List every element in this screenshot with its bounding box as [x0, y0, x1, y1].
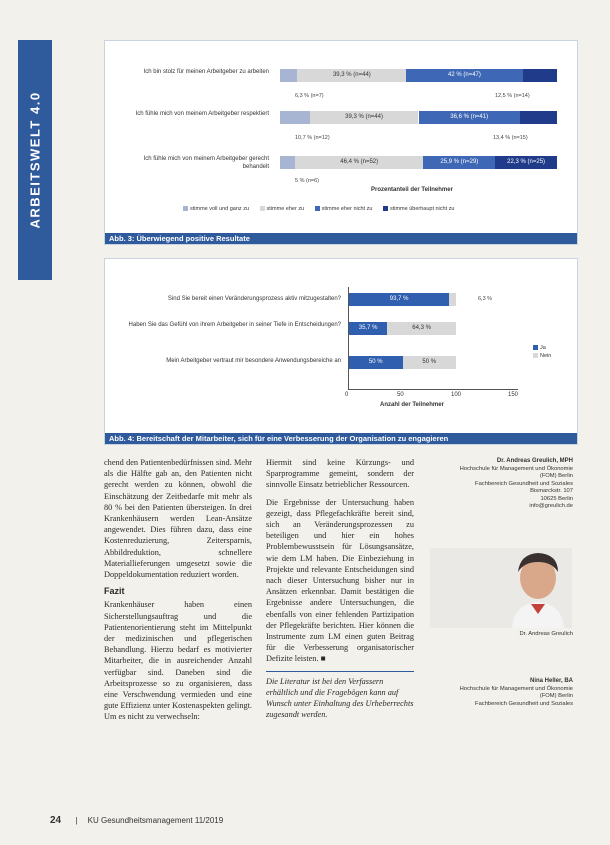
fig4-legend	[533, 344, 551, 360]
page-footer: 24 | KU Gesundheitsmanagement 11/2019	[50, 815, 224, 826]
fig3-bar-1-segment-3: 42 % (n=47)	[406, 69, 522, 82]
fig3-bar-2-segment-2: 39,3 % (n=44)	[310, 111, 419, 124]
figure-4	[104, 258, 578, 445]
col1-paragraph-2: Krankenhäuser haben einen Sicherstellungsauftrag und die Patientenorientierung steht im Mittelpunkt der medizinischen und pflegerischen Behandlung. Hierzu bedarf es motivierter Mitarbeiter, die in ausreichender Anzahl verfügbar sind. Daneben sind die Arbeitsprozesse so zu organisieren, dass eine Verschwendung vermieden und eine gute Effizienz unter Kostenaspekten gelingt. Um es nicht zu verwechseln:	[104, 600, 252, 722]
fig3-bar-3-segment-2: 46,4 % (n=52)	[295, 156, 424, 169]
author-1-line-6: info@greulich.de	[529, 503, 573, 509]
fazit-heading: Fazit	[104, 586, 125, 597]
fig4-bar-1-no	[449, 293, 456, 306]
author-1-line-3: Fachbereich Gesundheit und Soziales	[475, 480, 573, 487]
fig4-legend-yes: Ja	[540, 345, 546, 351]
fig3-legend-4: stimme überhaupt nicht zu	[389, 206, 455, 212]
fig4-question-3: Mein Arbeitgeber vertraut mir besondere Anwendungsbereiche an	[166, 358, 341, 364]
fig4-bar-3-no: 50 %	[403, 356, 457, 369]
fig4-legend-no: Nein	[540, 353, 552, 359]
author-1	[425, 458, 573, 511]
fig3-legend-2: stimme eher zu	[266, 206, 305, 212]
fig4-tick-50: 50	[397, 392, 404, 398]
fig4-bar-1-no-label: 6,3 %	[478, 296, 493, 302]
divider	[266, 671, 414, 672]
fig3-bar-2-segment-3: 36,6 % (n=41)	[419, 111, 520, 124]
fig4-y-axis	[348, 287, 349, 389]
fig4-caption: Abb. 4: Bereitschaft der Mitarbeiter, sich für eine Verbesserung der Organisation zu engagieren	[105, 433, 577, 444]
col2-paragraph-1: Hiermit sind keine Kürzungs- und Sparprogramme gemeint, sondern der sinnvolle Einsatz betrieblicher Ressourcen.	[266, 458, 414, 490]
fig3-bar-3-segment-4: 22,3 % (n=25)	[495, 156, 557, 169]
figure-3	[104, 40, 578, 245]
fig3-legend	[183, 206, 463, 212]
page-number: 24	[50, 815, 62, 826]
fig3-bar-3-segment-1	[280, 156, 295, 169]
fig3-question-3: Ich fühle mich von meinem Arbeitgeber gerecht behandelt	[143, 156, 269, 170]
fig3-bar-1-segment-1	[280, 69, 297, 82]
author-2-name: Nina Heller, BA	[529, 678, 573, 684]
section-tab-label: ARBEITSWELT 4.0	[27, 91, 43, 229]
fig4-question-2: Haben Sie das Gefühl von ihrem Arbeitgeber in seiner Tiefe in Entscheidungen?	[128, 322, 341, 328]
fig3-caption: Abb. 3: Überwiegend positive Resultate	[105, 233, 577, 244]
author-2-line-1: Hochschule für Management und Ökonomie	[459, 685, 573, 692]
fig3-bar-1-segment-4	[523, 69, 558, 82]
fig4-tick-100: 100	[451, 392, 462, 398]
photo-caption: Dr. Andreas Greulich	[519, 631, 573, 637]
fig3-bar-2-segment-1	[280, 111, 310, 124]
fig3-note-1b: 12,5 % (n=14)	[495, 93, 530, 99]
portrait-image	[430, 548, 572, 628]
fig4-x-axis	[348, 389, 518, 390]
fig3-bar-1-segment-2: 39,3 % (n=44)	[297, 69, 406, 82]
fig4-bar-1-yes: 93,7 %	[349, 293, 449, 306]
fig4-axis-title: Anzahl der Teilnehmer	[380, 402, 444, 408]
fig3-note-1a: 6,3 % (n=7)	[295, 93, 324, 99]
col1-paragraph-1: chend den Patientenbedürfnissen sind. Mehr als die Hälfte gab an, den Patienten nicht gerecht werden zu können, obwohl die Einschätzung der Zeitbedarfe mit mehr als 80 % bei den Patienten übersteigen. In drei Krankenhäusern werden Lean-Ansätze angewendet. Dies führen dazu, dass eine Kostenreduzierung, Zeitersparnis, Abbildreduktion, schnellere Materiallieferungen umgesetzt sowie die Doppeldokumentation reduziert worden.	[104, 458, 252, 580]
fig3-question-1: Ich bin stolz für meinen Arbeitgeber zu arbeiten	[143, 69, 269, 75]
author-2-line-2: (FOM) Berlin	[539, 693, 573, 699]
section-tab	[18, 40, 52, 280]
fig4-bar-3-yes: 50 %	[349, 356, 403, 369]
fig4-question-1: Sind Sie bereit einen Veränderungsprozess aktiv mitzugestalten?	[167, 296, 341, 302]
journal-name: KU Gesundheitsmanagement 11/2019	[87, 816, 224, 825]
author-1-name: Dr. Andreas Greulich, MPH	[496, 458, 573, 464]
fig4-bar-2-yes: 35,7 %	[349, 322, 387, 335]
author-2	[425, 678, 573, 708]
col2-paragraph-2: Die Ergebnisse der Untersuchung haben gezeigt, dass Pflegefachkräfte bereit sind, sich an Veränderungsprozessen zu beteiligen und hier ein hohes Problembewusstsein für Lösungsansätze, wie dem LM haben. Die Einbeziehung in Projekte und relevante Entscheidungen sind nach dieser Untersuchung bisher nur in Ansätzen erkennbar. Damit bestätigen die Ergebnisse andere Untersuchungen, die ebenfalls von einer fehlenden Partizipation der Pflegekräfte berichten. Hier können die Instrumente zum LM einen guten Beitrag für die Verbesserung organisatorischer Defizite leisten. ■	[266, 497, 414, 664]
author-photo	[430, 548, 572, 628]
fig4-bar-2-no: 64,3 %	[387, 322, 456, 335]
fig3-note-2b: 13,4 % (n=15)	[493, 135, 528, 141]
fig4-tick-150: 150	[508, 392, 519, 398]
text-column-2	[266, 457, 414, 726]
author-2-line-3: Fachbereich Gesundheit und Soziales	[475, 700, 573, 707]
fig3-axis-title: Prozentanteil der Teilnehmer	[371, 187, 453, 193]
fig3-bar-2-segment-4	[520, 111, 557, 124]
text-column-1	[104, 457, 252, 729]
author-1-line-5: 10625 Berlin	[540, 495, 573, 502]
literature-note: Die Literatur ist bei den Verfassern erhältlich und die Fragebögen kann auf Wunsch unter Einhaltung des Urheberrechts zugesandt werden.	[266, 676, 414, 720]
fig3-legend-1: stimme voll und ganz zu	[190, 206, 249, 212]
author-1-line-1: Hochschule für Management und Ökonomie	[459, 465, 573, 472]
fig3-bar-3-segment-3: 25,9 % (n=29)	[423, 156, 495, 169]
fig3-note-3a: 5 % (n=6)	[295, 178, 319, 184]
author-1-line-2: (FOM) Berlin	[539, 473, 573, 479]
author-1-line-4: Bismarckstr. 107	[530, 488, 573, 494]
fig3-question-2: Ich fühle mich von meinem Arbeitgeber respektiert	[135, 111, 269, 117]
fig3-legend-3: stimme eher nicht zu	[321, 206, 373, 212]
fig3-note-2a: 10,7 % (n=12)	[295, 135, 330, 141]
fig4-tick-0: 0	[345, 392, 349, 398]
